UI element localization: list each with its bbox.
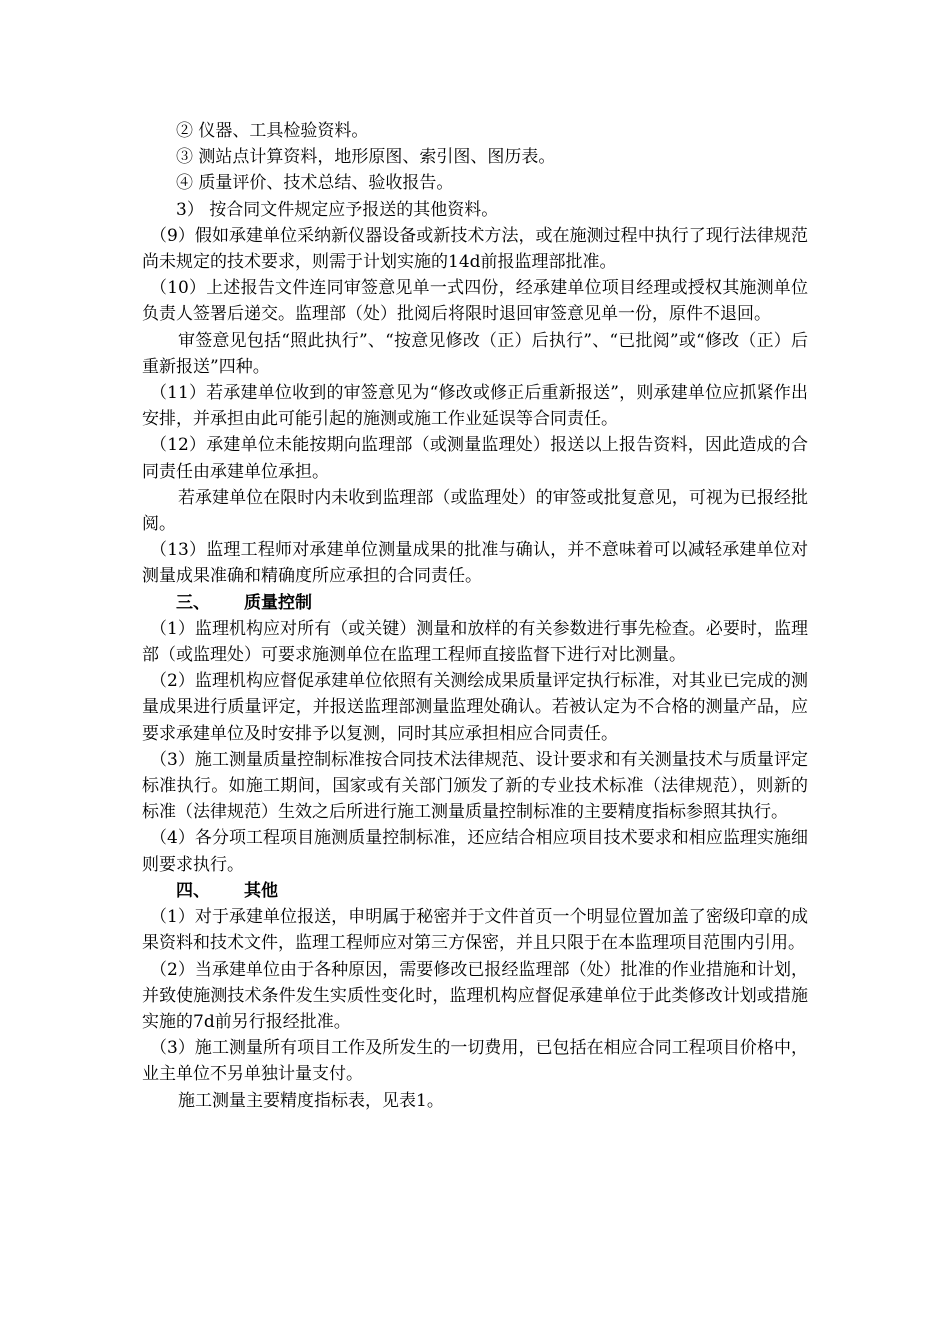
list-item: ② 仪器、工具检验资料。 xyxy=(176,121,369,141)
paragraph-10-note: 审签意见包括“照此执行”、“按意见修改（正）后执行”、“已批阅”或“修改（正）后重新报送”四种。 xyxy=(142,330,808,377)
section-heading-quality-control xyxy=(142,590,808,616)
document-body xyxy=(142,118,808,1114)
section-heading-other xyxy=(142,878,808,904)
paragraph-10: （10）上述报告文件连同审签意见单一式四份，经承建单位项目经理或授权其施测单位负责人签署后递交。监理部（处）批阅后将限时退回审签意见单一份，原件不退回。 xyxy=(142,278,808,325)
paragraph: （3）施工测量所有项目工作及所发生的一切费用，已包括在相应合同工程项目价格中，业主单位不另单独计量支付。 xyxy=(142,1038,808,1085)
paragraph: （1）对于承建单位报送，申明属于秘密并于文件首页一个明显位置加盖了密级印章的成果资料和技术文件，监理工程师应对第三方保密，并且只限于在本监理项目范围内引用。 xyxy=(142,907,808,954)
list-item: ④ 质量评价、技术总结、验收报告。 xyxy=(176,173,454,194)
section-number: 三、 xyxy=(176,592,210,613)
paragraph-13: （13）监理工程师对承建单位测量成果的批准与确认，并不意味着可以减轻承建单位对测量成果准确和精确度所应承担的合同责任。 xyxy=(142,540,808,587)
paragraph: （3）施工测量质量控制标准按合同技术法律规范、设计要求和有关测量技术与质量评定标准执行。如施工期间，国家或有关部门颁发了新的专业技术标准（法律规范），则新的标准（法律规范）生效之后所进行施工测量质量控制标准的主要精度指标参照其执行。 xyxy=(142,749,808,823)
paragraph-9: （9）假如承建单位采纳新仪器设备或新技术方法，或在施测过程中执行了现行法律规范尚未规定的技术要求，则需于计划实施的14d前报监理部批准。 xyxy=(142,225,808,273)
closing-line: 施工测量主要精度指标表，见表1。 xyxy=(178,1090,444,1111)
section-number: 四、 xyxy=(176,880,210,901)
paragraph-11: （11）若承建单位收到的审签意见为“修改或修正后重新报送”，则承建单位应抓紧作出安排，并承担由此可能引起的施测或施工作业延误等合同责任。 xyxy=(142,383,808,430)
section-title: 质量控制 xyxy=(244,592,312,613)
paragraph: （1）监理机构应对所有（或关键）测量和放样的有关参数进行事先检查。必要时，监理部（或监理处）可要求施测单位在监理工程师直接监督下进行对比测量。 xyxy=(142,618,808,666)
section-title: 其他 xyxy=(244,880,278,901)
paragraph-12-note: 若承建单位在限时内未收到监理部（或监理处）的审签或批复意见，可视为已报经批阅。 xyxy=(142,487,808,535)
list-item: 3） 按合同文件规定应予报送的其他资料。 xyxy=(176,199,499,220)
paragraph: （4）各分项工程项目施测质量控制标准，还应结合相应项目技术要求和相应监理实施细则要求执行。 xyxy=(142,828,808,875)
list-item: ③ 测站点计算资料，地形原图、索引图、图历表。 xyxy=(176,147,556,168)
paragraph: （2）监理机构应督促承建单位依照有关测绘成果质量评定执行标准，对其业已完成的测量成果进行质量评定，并报送监理部测量监理处确认。若被认定为不合格的测量产品，应要求承建单位及时安排予以复测，同时其应承担相应合同责任。 xyxy=(142,671,808,744)
paragraph-12: （12）承建单位未能按期向监理部（或测量监理处）报送以上报告资料，因此造成的合同责任由承建单位承担。 xyxy=(142,435,808,482)
paragraph: （2）当承建单位由于各种原因，需要修改已报经监理部（处）批准的作业措施和计划，并致使施测技术条件发生实质性变化时，监理机构应督促承建单位于此类修改计划或措施实施的7d前另行报经批准。 xyxy=(142,959,808,1032)
